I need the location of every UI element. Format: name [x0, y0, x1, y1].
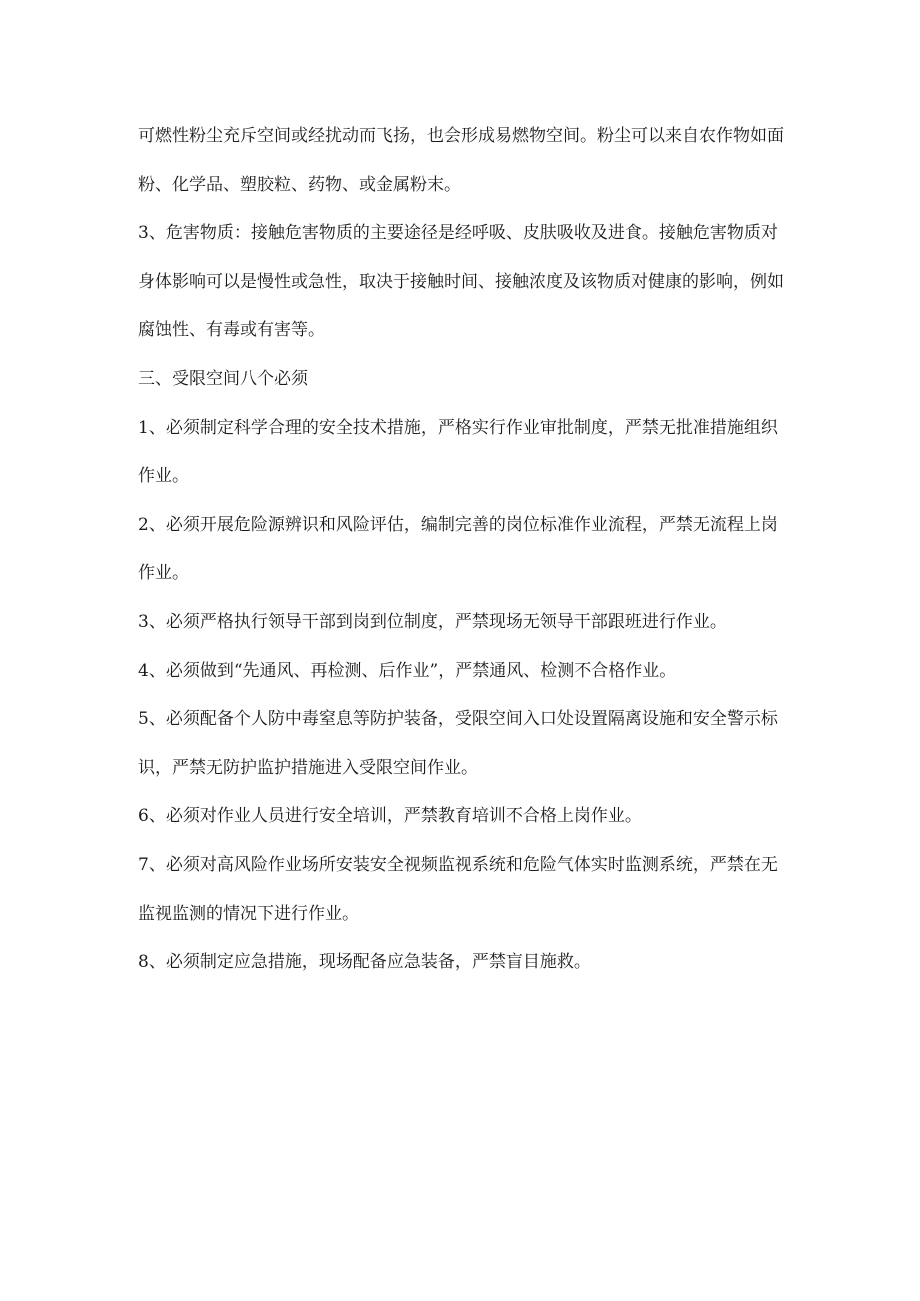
text-line: 5、必须配备个人防中毒窒息等防护装备，受限空间入口处设置隔离设施和安全警示标 — [138, 709, 778, 730]
text-line: 7、必须对高风险作业场所安装安全视频监视系统和危险气体实时监测系统，严禁在无 — [138, 854, 778, 875]
text-line: 3、必须严格执行领导干部到岗到位制度，严禁现场无领导干部跟班进行作业。 — [138, 611, 727, 632]
text-line: 1、必须制定科学合理的安全技术措施，严格实行作业审批制度，严禁无批准措施组织 — [138, 417, 778, 438]
text-line: 作业。 — [138, 466, 189, 487]
text-line: 4、必须做到“先通风、再检测、后作业”，严禁通风、检测不合格作业。 — [138, 660, 677, 681]
section-heading: 三、受限空间八个必须 — [138, 368, 308, 389]
text-line: 识，严禁无防护监护措施进入受限空间作业。 — [138, 757, 478, 778]
text-line: 粉、化学品、塑胶粒、药物、或金属粉末。 — [138, 174, 461, 195]
text-line: 身体影响可以是慢性或急性，取决于接触时间、接触浓度及该物质对健康的影响，例如 — [138, 271, 784, 292]
text-line: 3、危害物质：接触危害物质的主要途径是经呼吸、皮肤吸收及进食。接触危害物质对 — [138, 223, 778, 244]
text-line: 2、必须开展危险源辨识和风险评估，编制完善的岗位标准作业流程，严禁无流程上岗 — [138, 514, 778, 535]
text-line: 作业。 — [138, 563, 189, 584]
text-line: 可燃性粉尘充斥空间或经扰动而飞扬，也会形成易燃物空间。粉尘可以来自农作物如面 — [138, 126, 784, 146]
text-line: 8、必须制定应急措施，现场配备应急装备，严禁盲目施救。 — [138, 952, 591, 973]
text-line: 监视监测的情况下进行作业。 — [138, 903, 359, 924]
document-page — [138, 112, 788, 987]
text-line: 6、必须对作业人员进行安全培训，严禁教育培训不合格上岗作业。 — [138, 806, 642, 827]
text-line: 腐蚀性、有毒或有害等。 — [138, 320, 325, 341]
